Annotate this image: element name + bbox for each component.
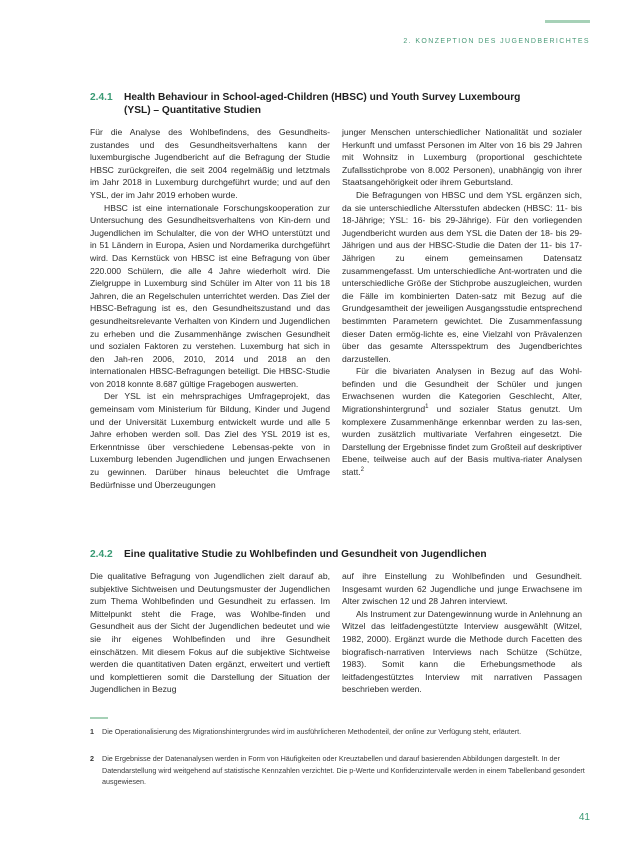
footnote-number: 1 bbox=[90, 727, 94, 736]
section-2-right-column bbox=[342, 570, 582, 696]
paragraph: Der YSL ist ein mehrsprachiges Umfrageprojekt, das gemeinsam vom Ministerium für Bildung, Kinder und Jugend und der Universität Luxemburg entwickelt wurde und alle 5 Jahre erhoben werden soll. Das Ziel des YSL 2019 ist es, Erkenntnisse über verschiedene Lebensas-pekte von in Luxemburg lebenden Jugendlichen und jungen Erwachsenen zu gewinnen. Darüber hinaus beleuchtet die Umfrage Bedürfnisse und Überzeugungen bbox=[90, 391, 330, 490]
running-head: 2. KONZEPTION DES JUGENDBERICHTES bbox=[403, 38, 590, 45]
section-title: Eine qualitative Studie zu Wohlbefinden und Gesundheit von Jugendlichen bbox=[124, 549, 487, 560]
paragraph: Für die Analyse des Wohlbefindens, des Gesundheits-zustandes und des Gesundheitsverhaltens kann der luxemburgische Jugendbericht auf die Befragung der Studie HBSC zurückgreifen, die seit 2004 regelmäßig und letztmals im Jahr 2018 in Luxemburg durchgeführt wurde; und auf den YSL, der im Jahr 2019 erhoben wurde. bbox=[90, 127, 330, 200]
section-title-line1: Health Behaviour in School-aged-Children (HBSC) und Youth Survey Luxembourg bbox=[124, 92, 521, 103]
footnote-1 bbox=[90, 726, 595, 738]
paragraph-text: Für die bivariaten Analysen in Bezug auf das Wohl-befinden und die Gesundheit der Schüler und jungen Erwachsenen wurden die Kategorien Geschlecht, Alter, Migrationshintergrund bbox=[342, 366, 582, 415]
page-number: 41 bbox=[578, 812, 590, 823]
paragraph: auf ihre Einstellung zu Wohlbefinden und Gesundheit. Insgesamt wurden 62 Jugendliche und junge Erwachsene im Alter zwischen 12 und 28 Jahren interviewt. bbox=[342, 571, 582, 607]
paragraph-text: und sozialer Status genutzt. Um komplexere Zusammenhänge erkennbar werden zu las-sen, wurden zusätzlich multivariate Verfahren eingesetzt. Die Darstellung der Ergebnisse findet zum Großteil auf deskriptiver Ebene, teilweise auch auf der Basis multiva-riater Analysen statt. bbox=[342, 404, 582, 478]
footnote-text: Die Operationalisierung des Migrationshintergrundes wird im ausführlicheren Methodenteil, der online zur Verfügung steht, erläutert. bbox=[102, 727, 522, 736]
paragraph: Als Instrument zur Datengewinnung wurde in Anlehnung an Witzel das leitfadengestützte Interview ausgewählt (Witzel, 1982, 2000). Ergänzt wurde die Methode durch Facetten des biografisch-narrativen Interviews nach Schütze (Schütze, 1983). Somit kann die Erhebungsmethode als leitfadengestütztes Interview mit narrativen Passagen beschrieben werden. bbox=[342, 608, 582, 695]
paragraph bbox=[342, 365, 582, 478]
section-title-line2: (YSL) – Quantitative Studien bbox=[124, 105, 261, 116]
paragraph: Die Befragungen von HBSC und dem YSL ergänzen sich, da sie unterschiedliche Altersstufen abdecken (HBSC: 11- bis 18-Jährige; YSL: 16- bis 29-Jährige). Für den vorliegenden Jugendbericht wurden aus dem YSL die Daten der 18- bis 29-Jährigen und aus der HBSC-Studie die Daten der 11- bis 17-Jährigen zu einem gemeinsamen Datensatz zusammengefasst. Um unterschiedliche Ant-wortraten und die unterschiedliche Größe der Stichprobe auszugleichen, wurden die Fälle im kombinierten Daten-satz mit Bezug auf die Grundgesamtheit der jeweiligen Ausgangsstudie entsprechend bestimmten Parametern gewichtet. Die Zusammenfassung dieser Daten ermög-lichte es, eine Vielzahl von Prävalenzen über das gesamte Altersspektrum des Jugendberichtes darzustellen. bbox=[342, 189, 582, 364]
footnote-rule bbox=[90, 717, 108, 719]
footnote-ref: 1 bbox=[425, 404, 429, 411]
top-accent-rule bbox=[545, 20, 590, 23]
section-2-left-column bbox=[90, 570, 330, 696]
paragraph: HBSC ist eine internationale Forschungskooperation zur Untersuchung des Gesundheitsverhaltens von Kin-dern und Jugendlichen im Schulalter, die von der WHO unterstützt und in 51 Ländern in Europa, Asien und Nordamerika durchgeführt wird. Das Kernstück von HBSC ist eine Befragung von über 220.000 Schülern, die alle 4 Jahre wiederholt wird. Die Zielgruppe in Luxemburg sind Schüler im Alter von 11 bis 18 Jahren, die an Regelschulen unterrichtet werden. Das Ziel der HBSC-Befragung ist es, den Gesundheitszustand und das gesundheitsrelevante Verhalten von Kindern und Jugendlichen zu erheben und die Zusammenhänge zwischen Gesundheit und sozialen Faktoren zu verstehen. Luxemburg hat sich in den Jah-ren 2006, 2010, 2014 und 2018 an den internationalen HBSC-Befragungen beteiligt. Die HBSC-Studie von 2018 konnte 8.687 gültige Fragebogen auswerten. bbox=[90, 202, 330, 389]
section-number: 2.4.2 bbox=[90, 549, 113, 560]
section-1-right-column bbox=[342, 126, 582, 479]
paragraph: junger Menschen unterschiedlicher Nationalität und sozialer Herkunft und umfasst Personen im Alter von 16 bis 29 Jahren mit Wohnsitz in Luxemburg (proportional geschichtete Zufallsstichprobe von 8.002 Personen), unabhängig von ihrer Staatsangehörigkeit oder ihrem Geburtsland. bbox=[342, 127, 582, 188]
footnote-number: 2 bbox=[90, 754, 94, 763]
footnote-ref: 2 bbox=[360, 467, 364, 474]
section-1-left-column bbox=[90, 126, 330, 491]
section-number: 2.4.1 bbox=[90, 92, 113, 103]
paragraph: Die qualitative Befragung von Jugendlichen zielt darauf ab, subjektive Sichtweisen und Deutungsmuster der Jugendlichen zum Thema Wohlbefinden und Gesundheit zu erfassen. Im Mittelpunkt steht die Frage, was Wohlbe-finden und Gesundheit aus der Sicht der Jugendlichen bedeutet und wie sie ihr eigenes Wohlbefinden und ihre Gesundheit einschätzen. Mit diesem Fokus auf die subjektive Sichtweise werden die quantitativen Daten ergänzt, erweitert und vertieft und komplettieren somit die Darstellung der Situation der Jugendlichen in Bezug bbox=[90, 571, 330, 695]
section-heading-2-4-2 bbox=[90, 549, 487, 560]
footnote-text: Die Ergebnisse der Datenanalysen werden in Form von Häufigkeiten oder Kreuztabellen und darauf basierenden Abbildungen dargestellt. In der Datendarstellung wird weitgehend auf statistische Kennzahlen verzichtet. Die p-Werte und Konfidenzintervalle werden in einem Tabellenband gesondert ausgewiesen. bbox=[102, 754, 585, 787]
section-heading-2-4-1 bbox=[90, 92, 520, 116]
footnote-2 bbox=[90, 753, 595, 788]
